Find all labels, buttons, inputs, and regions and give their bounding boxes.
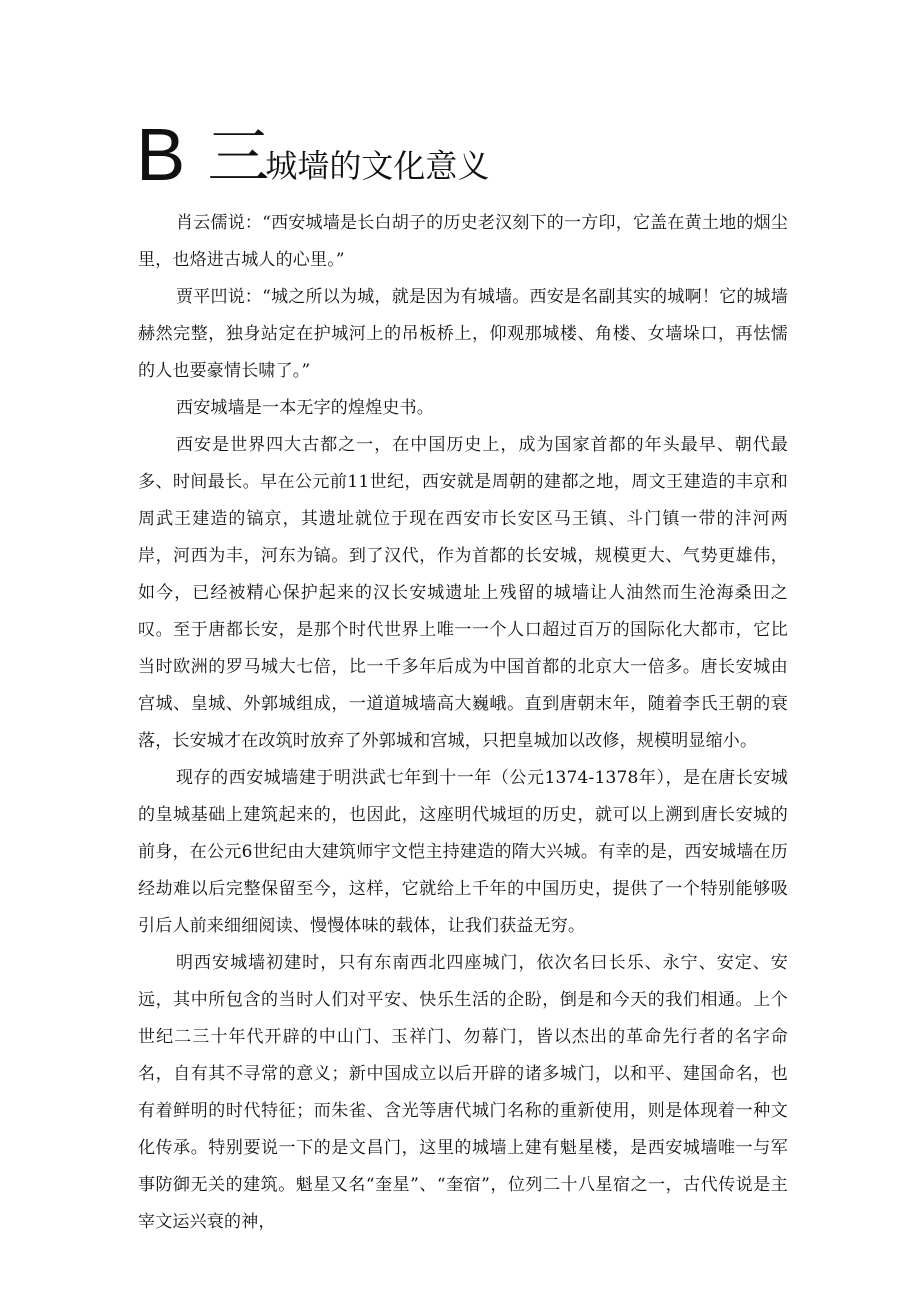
paragraph-history-book: 西安城墙是一本无字的煌煌史书。: [176, 398, 434, 418]
paragraph-city-gates: 明西安城墙初建时，只有东南西北四座城门，依次名曰长乐、永宁、安定、安远，其中所包含的当时人们对平安、快乐生活的企盼，倒是和今天的我们相通。上个世纪二三十年代开辟的中山门、玉祥门、勿幕门，皆以杰出的革命先行者的名字命名，自有其不寻常的意义；新中国成立以后开辟的诸多城门，以和平、建国命名，也有着鲜明的时代特征；而朱雀、含光等唐代城门名称的重新使用，则是体现着一种文化传承。特别要说一下的是文昌门，这里的城墙上建有魁星楼，是西安城墙唯一与军事防御无关的建筑。魁星又名“奎星”、“奎宿”，位列二十八星宿之一，古代传说是主宰文运兴衰的神，: [138, 953, 788, 1232]
paragraph-ming-wall: 现存的西安城墙建于明洪武七年到十一年（公元1374-1378年），是在唐长安城的皇城基础上建筑起来的，也因此，这座明代城垣的历史，就可以上溯到唐长安城的前身，在公元6世纪由大建筑师宇文恺主持建造的隋大兴城。有幸的是，西安城墙在历经劫难以后完整保留至今，这样，它就给上千年的中国历史，提供了一个特别能够吸引后人前来细细阅读、慢慢体味的载体，让我们获益无穷。: [138, 768, 788, 936]
article-body: [138, 205, 788, 1241]
heading-title: 城墙的文化意义: [265, 147, 490, 185]
paragraph-quote-jia: 贾平凹说：“城之所以为城，就是因为有城墙。西安是名副其实的城啊！它的城墙赫然完整，独身站定在护城河上的吊板桥上，仰观那城楼、角楼、女墙垛口，再怯懦的人也要豪情长啸了。”: [138, 287, 788, 381]
heading-letter: B: [136, 113, 188, 196]
heading-number: 三: [207, 120, 270, 193]
section-heading: [136, 113, 490, 198]
paragraph-ancient-capital: 西安是世界四大古都之一，在中国历史上，成为国家首都的年头最早、朝代最多、时间最长。早在公元前11世纪，西安就是周朝的建都之地，周文王建造的丰京和周武王建造的镐京，其遗址就位于现在西安市长安区马王镇、斗门镇一带的沣河两岸，河西为丰，河东为镐。到了汉代，作为首都的长安城，规模更大、气势更雄伟，如今，已经被精心保护起来的汉长安城遗址上残留的城墙让人油然而生沧海桑田之叹。至于唐都长安，是那个时代世界上唯一一个人口超过百万的国际化大都市，它比当时欧洲的罗马城大七倍，比一千多年后成为中国首都的北京大一倍多。唐长安城由宫城、皇城、外郭城组成，一道道城墙高大巍峨。直到唐朝末年，随着李氏王朝的衰落，长安城才在改筑时放弃了外郭城和宫城，只把皇城加以改修，规模明显缩小。: [138, 435, 788, 751]
paragraph-quote-xiao: 肖云儒说：“西安城墙是长白胡子的历史老汉刻下的一方印，它盖在黄土地的烟尘里，也烙进古城人的心里。”: [138, 213, 788, 270]
